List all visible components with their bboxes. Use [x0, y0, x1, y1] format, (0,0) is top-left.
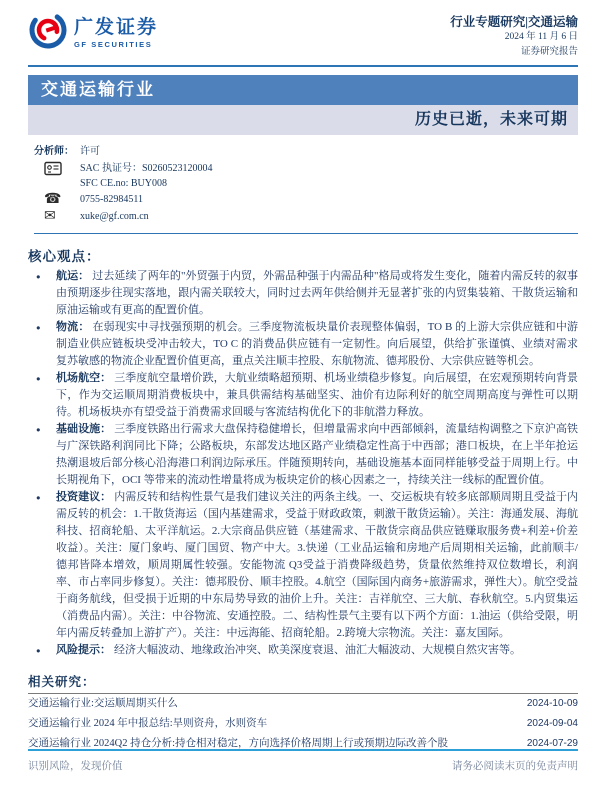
- gf-logo-icon: [28, 10, 68, 50]
- bullet-text: 内需反转和结构性景气是我们建议关注的两条主线。一、交运板块有较多底部顺周期且受益于内需反转的机会：1.干散货海运（国内基建需求，受益于财政政策，刺激干散货运输）。关注：海通发展、海航科技、招商轮船、太平洋航运。2.大宗商品供应链（基建需求、干散货宗商品供应链赚取服务费+利差+价差收益）。关注：厦门象屿、厦门国贸、物产中大。3.快递（工业品运输和房地产后周期相关运输，此前顺丰/德邦皆降本增效，顺周期属性较强。安能物流 Q3受益于消费降级趋势，货量依然维持双位数增长，利润率、市占率同步修复）。关注：德邦股份、顺丰控股。4.航空（国际国内商务+旅游需求，弹性大）。航空受益于商务航线，但受损于近期的中东局势导致的油价上升。关注：吉祥航空、三大航、春秋航空。5.内贸集运（消费品内需）。关注：中谷物流、安通控股。二、结构性景气主要有以下两个方面：1.油运（供给受限，明年内需反转叠加上游扩产）。关注：中远海能、招商轮船。2.跨境大宗物流。关注：嘉友国际。: [56, 491, 578, 639]
- footer-disclaimer: 请务必阅读末页的免责声明: [452, 760, 578, 772]
- brand-name-en: GF SECURITIES: [74, 39, 153, 49]
- core-views-heading: 核心观点：: [28, 249, 101, 264]
- related-research-heading: 相关研究：: [28, 672, 578, 694]
- bullet-label: 风险提示：: [56, 644, 111, 656]
- bullet-investment-advice: [34, 489, 578, 642]
- phone-icon: ☎: [44, 192, 62, 207]
- footer-slogan: 识别风险，发现价值: [28, 760, 123, 772]
- bullet-risk-warning: [34, 642, 578, 659]
- bullet-text: 在弱现实中寻找强预期的机会。三季度物流板块量价表现整体偏弱，TO B 的上游大宗供应链和中游制造业供应链板块受冲击较大，TO C 的消费品供应链有一定韧性。向后展望，供给扩张谨慎、业绩对需求复苏敏感的物流企业配置价值更高，重点关注顺丰控股、东航物流、德邦股份、大宗供应链等机会。: [56, 321, 578, 367]
- bullet-label: 航运：: [56, 270, 90, 282]
- bullet-label: 物流：: [56, 321, 90, 333]
- headline-bar: [28, 105, 578, 135]
- report-headline: 历史已逝，未来可期: [414, 111, 568, 128]
- bullet-infrastructure: [34, 421, 578, 489]
- bullet-text: 三季度铁路出行需求大盘保持稳健增长，但增量需求向中西部倾斜，流量结构调整之下京沪高铁与广深铁路利润同比下降；公路板块，东部发达地区路产业绩稳定性高于中西部；港口板块，在上半年抢运热潮退坡后部分核心沿海港口利润边际承压。伴随预期转向，基础设施基本面同样能够受益于周期上行。中长期视角下，OCI 等带来的流动性增量将成为板块定价的核心因素之一，持续关注一线标的配置价值。: [56, 423, 578, 486]
- related-research-title: 交通运输行业:交运顺周期买什么: [28, 698, 178, 709]
- header: [28, 10, 578, 67]
- bullet-shipping: [34, 268, 578, 319]
- bullet-text: 过去延续了两年的"外贸强于内贸，外需品种强于内需品种"格局或将发生变化，随着内需反转的叙事由预期逐步往现实落地，跟内需关联较大，同时过去两年供给侧并无显著扩张的内贸集装箱、干散货运输和原油运输或有更高的配置价值。: [56, 270, 579, 316]
- analyst-license-numbers: [80, 161, 578, 191]
- related-research-date: 2024-10-09: [526, 698, 578, 709]
- bullet-text: 经济大幅波动、地缘政治冲突、欧美深度衰退、油汇大幅波动、大规模自然灾害等。: [114, 644, 521, 656]
- analyst-sfc: SFC CE.no: BUY008: [80, 178, 167, 189]
- certificate-icon-cell: [34, 161, 80, 182]
- analyst-license-row: [34, 161, 578, 191]
- industry-title: 交通运输行业: [41, 80, 155, 99]
- related-research-row: [28, 694, 578, 714]
- bullet-logistics: [34, 319, 578, 370]
- industry-title-bar: [28, 75, 578, 105]
- analyst-sac: SAC 执证号：S0260523120004: [80, 163, 213, 174]
- related-research-date: 2024-07-29: [526, 738, 578, 749]
- envelope-icon: ✉: [44, 209, 56, 224]
- analyst-name-row: [34, 144, 578, 160]
- page-footer: [28, 749, 578, 773]
- header-meta: [450, 10, 578, 60]
- related-research-date: 2024-09-04: [526, 718, 578, 729]
- report-category: 行业专题研究|交通运输: [450, 15, 578, 29]
- brand-text: [74, 12, 158, 49]
- core-views-list: [34, 268, 578, 659]
- report-date: 2024 年 11 月 6 日: [504, 32, 578, 42]
- brand-name-cn: 广发证券: [74, 16, 159, 38]
- analyst-phone-row: [34, 192, 578, 208]
- related-research-title: 交通运输行业 2024 年中报总结:旱则资舟，水则资车: [28, 718, 268, 729]
- related-research-section: [28, 672, 578, 754]
- core-views-section: [0, 245, 600, 659]
- analyst-role-label: 分析师：: [34, 146, 74, 157]
- bullet-label: 机场航空：: [56, 372, 112, 384]
- analyst-phone: 0755-82984511: [80, 194, 143, 205]
- bullet-label: 基础设施：: [56, 423, 112, 435]
- certificate-icon: [44, 161, 62, 176]
- report-type-label: 证券研究报告: [520, 47, 578, 57]
- bullet-text: 三季度航空量增价跌，大航业绩略超预期、机场业绩稳步修复。向后展望，在宏观预期转向背景下，作为交运顺周期消费板块中，兼具供需结构基础坚实、油价有边际利好的航空周期高度与弹性可以期待。机场板块亦有望受益于消费需求回暖与客流结构优化下的非航潜力释放。: [56, 372, 578, 418]
- bullet-label: 投资建议：: [56, 491, 112, 503]
- analyst-name: 许可: [80, 146, 100, 157]
- related-research-title: 交通运输行业 2024Q2 持仓分析:持仓相对稳定，方向选择价格周期上行或预期边际改善个股: [28, 738, 448, 749]
- analyst-info: [34, 144, 578, 234]
- analyst-email: xuke@gf.com.cn: [80, 211, 149, 222]
- related-research-row: [28, 714, 578, 734]
- bullet-airport-aviation: [34, 370, 578, 421]
- brand: [28, 10, 158, 50]
- analyst-email-row: [34, 209, 578, 225]
